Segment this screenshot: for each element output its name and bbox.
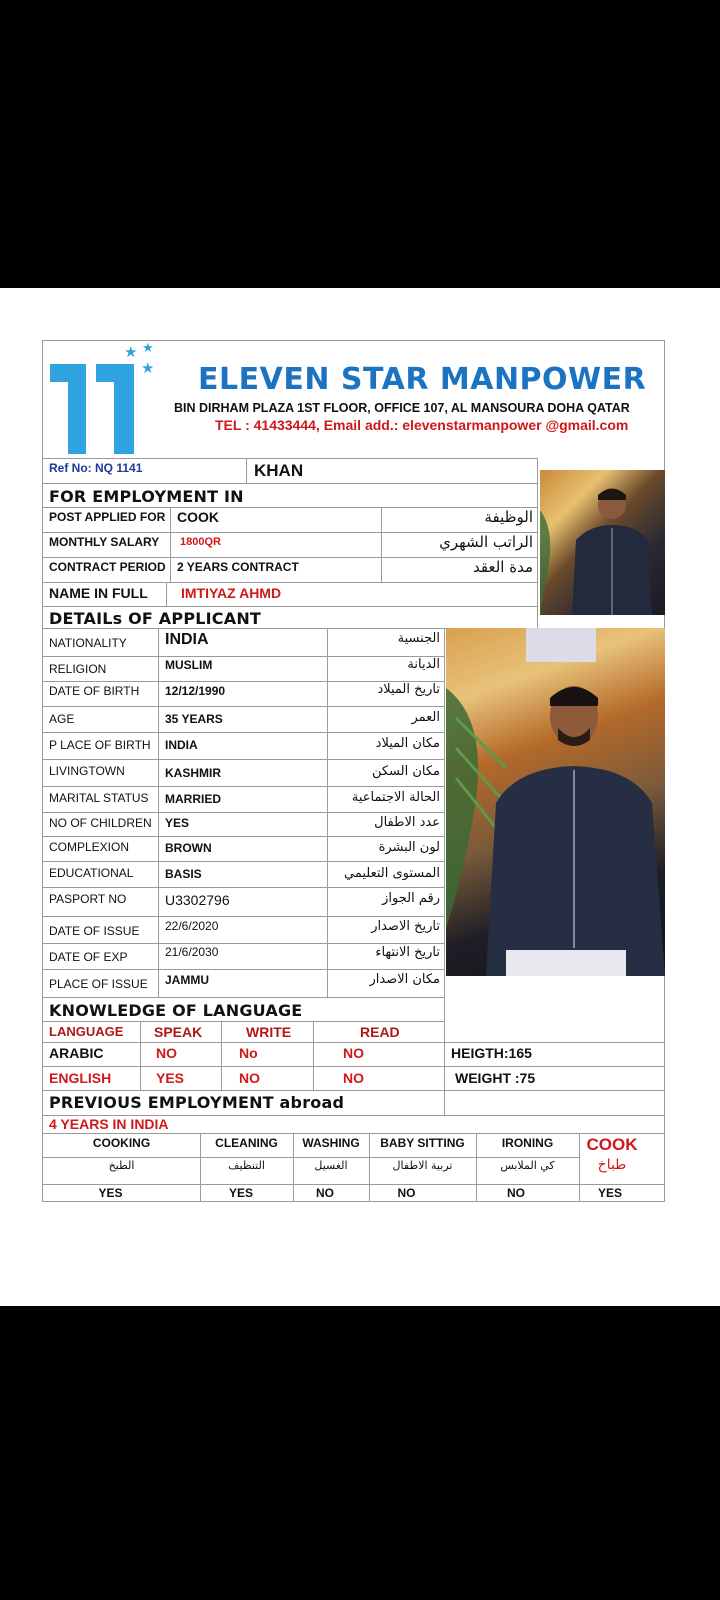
divider — [444, 628, 445, 997]
star-icon: ★ — [124, 344, 138, 361]
row-label: POST APPLIED FOR — [49, 510, 166, 524]
row-label: AGE — [49, 712, 75, 726]
row-value: JAMMU — [165, 973, 209, 987]
read-value: NO — [343, 1045, 364, 1061]
skill-header: WASHING — [302, 1136, 360, 1150]
company-name: ELEVEN STAR MANPOWER — [198, 362, 647, 397]
row-arabic: لون البشرة — [378, 840, 440, 855]
skill-arabic: كي الملابس — [500, 1159, 555, 1172]
row-value: MARRIED — [165, 792, 221, 806]
divider — [42, 861, 444, 862]
details-section-title: DETAILs OF APPLICANT — [49, 609, 262, 628]
row-arabic: مكان الميلاد — [375, 736, 440, 751]
row-label: PLACE OF ISSUE — [49, 977, 148, 991]
skill-arabic: الطبخ — [108, 1159, 135, 1172]
divider — [42, 969, 444, 970]
row-label: NATIONALITY — [49, 636, 127, 650]
row-arabic: رقم الجواز — [382, 891, 440, 906]
divider — [42, 706, 444, 707]
skill-value: YES — [597, 1186, 622, 1200]
star-icon: ★ — [142, 340, 154, 355]
row-value: YES — [165, 816, 190, 830]
skill-header: COOK — [586, 1135, 638, 1154]
divider — [42, 582, 537, 583]
divider — [42, 759, 444, 760]
divider — [42, 943, 444, 944]
row-value: 1800QR — [180, 536, 221, 548]
divider — [42, 1042, 665, 1043]
row-value: 12/12/1990 — [165, 684, 226, 698]
row-label: MARITAL STATUS — [49, 791, 149, 805]
skill-value: NO — [397, 1186, 416, 1200]
row-arabic: تاريخ الانتهاء — [375, 945, 440, 960]
skill-header: COOKING — [92, 1136, 151, 1150]
divider — [42, 836, 444, 837]
language-name: ARABIC — [49, 1045, 104, 1061]
skill-header: CLEANING — [215, 1136, 278, 1150]
row-label: DATE OF BIRTH — [49, 684, 140, 698]
speak-value: YES — [156, 1070, 185, 1086]
skill-arabic: التنظيف — [228, 1159, 265, 1172]
skill-value: NO — [507, 1186, 525, 1200]
divider — [381, 507, 382, 582]
row-label: NO OF CHILDREN — [49, 816, 152, 830]
company-address: BIN DIRHAM PLAZA 1ST FLOOR, OFFICE 107, AL MANSOURA DOHA QATAR — [174, 401, 630, 415]
employment-section-title: FOR EMPLOYMENT IN — [49, 487, 244, 506]
row-label: LIVINGTOWN — [49, 764, 125, 778]
row-value: 21/6/2030 — [165, 945, 219, 959]
skill-arabic: الغسيل — [314, 1159, 348, 1172]
row-value: BASIS — [165, 867, 202, 881]
row-value: 2 YEARS CONTRACT — [177, 560, 299, 574]
divider — [42, 786, 444, 787]
row-value: 22/6/2020 — [165, 919, 219, 933]
col-header: SPEAK — [154, 1024, 203, 1040]
divider — [166, 582, 167, 606]
eleven-logo-icon — [50, 364, 140, 454]
row-value: MUSLIM — [165, 658, 213, 672]
col-header: LANGUAGE — [49, 1024, 124, 1039]
row-label: PASPORT NO — [49, 892, 127, 906]
row-arabic: الوظيفة — [484, 508, 533, 526]
divider — [42, 1157, 579, 1158]
height-value: HEIGTH:165 — [451, 1045, 532, 1061]
row-label: EDUCATIONAL — [49, 866, 134, 880]
skill-value: NO — [316, 1186, 334, 1200]
row-label: MONTHLY SALARY — [49, 535, 160, 549]
divider — [170, 507, 171, 582]
divider — [42, 1021, 444, 1022]
previous-employment-title: PREVIOUS EMPLOYMENT abroad — [49, 1093, 345, 1112]
row-arabic: الجنسية — [397, 631, 440, 646]
col-header: WRITE — [246, 1024, 292, 1040]
divider — [246, 458, 247, 483]
row-value: INDIA — [165, 738, 198, 752]
row-value: BROWN — [165, 841, 212, 855]
row-arabic: مدة العقد — [473, 558, 533, 576]
speak-value: NO — [156, 1045, 177, 1061]
write-value: NO — [239, 1070, 260, 1086]
divider — [42, 887, 444, 888]
person-silhouette-icon — [446, 628, 665, 976]
divider — [42, 1090, 665, 1091]
divider — [42, 1066, 665, 1067]
skill-value: YES — [98, 1186, 123, 1200]
surname: KHAN — [254, 461, 304, 480]
ref-number: Ref No: NQ 1141 — [49, 461, 143, 475]
skill-header: BABY SITTING — [380, 1136, 465, 1150]
row-arabic: عدد الاطفال — [374, 815, 440, 830]
applicant-photo-small — [540, 470, 665, 615]
row-arabic: العمر — [411, 710, 440, 725]
col-header: READ — [360, 1024, 400, 1040]
row-value: U3302796 — [165, 892, 230, 908]
divider — [42, 606, 537, 607]
row-label: COMPLEXION — [49, 840, 130, 854]
row-arabic: مكان الاصدار — [369, 972, 440, 987]
company-contact: TEL : 41433444, Email add.: elevenstarmanpower @gmail.com — [215, 417, 629, 433]
row-value: 35 YEARS — [165, 712, 223, 726]
row-arabic: الديانة — [407, 657, 440, 672]
divider — [42, 997, 444, 998]
name-label: NAME IN FULL — [49, 585, 148, 601]
language-name: ENGLISH — [49, 1070, 112, 1086]
star-icon: ★ — [141, 360, 155, 377]
row-label: P LACE OF BIRTH — [49, 738, 151, 752]
row-label: RELIGION — [49, 662, 107, 676]
experience-text: 4 YEARS IN INDIA — [49, 1116, 169, 1132]
person-silhouette-icon — [540, 470, 665, 615]
divider — [140, 1021, 141, 1090]
row-label: DATE OF EXP — [49, 950, 128, 964]
row-value: INDIA — [165, 631, 209, 648]
row-arabic: الحالة الاجتماعية — [351, 790, 440, 805]
row-arabic: تاريخ الاصدار — [371, 919, 440, 934]
divider — [221, 1021, 222, 1090]
divider — [42, 483, 537, 484]
row-value: COOK — [177, 509, 219, 525]
skill-arabic: تربية الاطفال — [392, 1159, 453, 1172]
full-name-value: IMTIYAZ AHMD — [181, 585, 282, 601]
row-label: CONTRACT PERIOD — [49, 560, 166, 574]
applicant-photo-large — [446, 628, 665, 976]
row-arabic: مكان السكن — [371, 764, 440, 779]
row-arabic: الراتب الشهري — [439, 533, 533, 551]
divider — [42, 916, 444, 917]
divider — [42, 458, 537, 459]
weight-value: WEIGHT :75 — [455, 1070, 536, 1086]
skill-arabic: طباخ — [597, 1157, 627, 1173]
company-logo — [50, 364, 140, 454]
divider — [42, 1184, 665, 1185]
read-value: NO — [343, 1070, 364, 1086]
row-arabic: تاريخ الميلاد — [377, 682, 440, 697]
divider — [444, 976, 445, 1115]
skill-header: IRONING — [501, 1136, 554, 1150]
divider — [537, 458, 538, 628]
write-value: No — [239, 1045, 258, 1061]
divider — [42, 732, 444, 733]
language-section-title: KNOWLEDGE OF LANGUAGE — [49, 1001, 303, 1020]
row-label: DATE OF ISSUE — [49, 924, 140, 938]
divider — [313, 1021, 314, 1090]
divider — [42, 812, 444, 813]
skill-value: YES — [228, 1186, 253, 1200]
row-value: KASHMIR — [165, 766, 221, 780]
divider — [42, 1133, 665, 1134]
row-arabic: المستوى التعليمي — [344, 866, 440, 881]
